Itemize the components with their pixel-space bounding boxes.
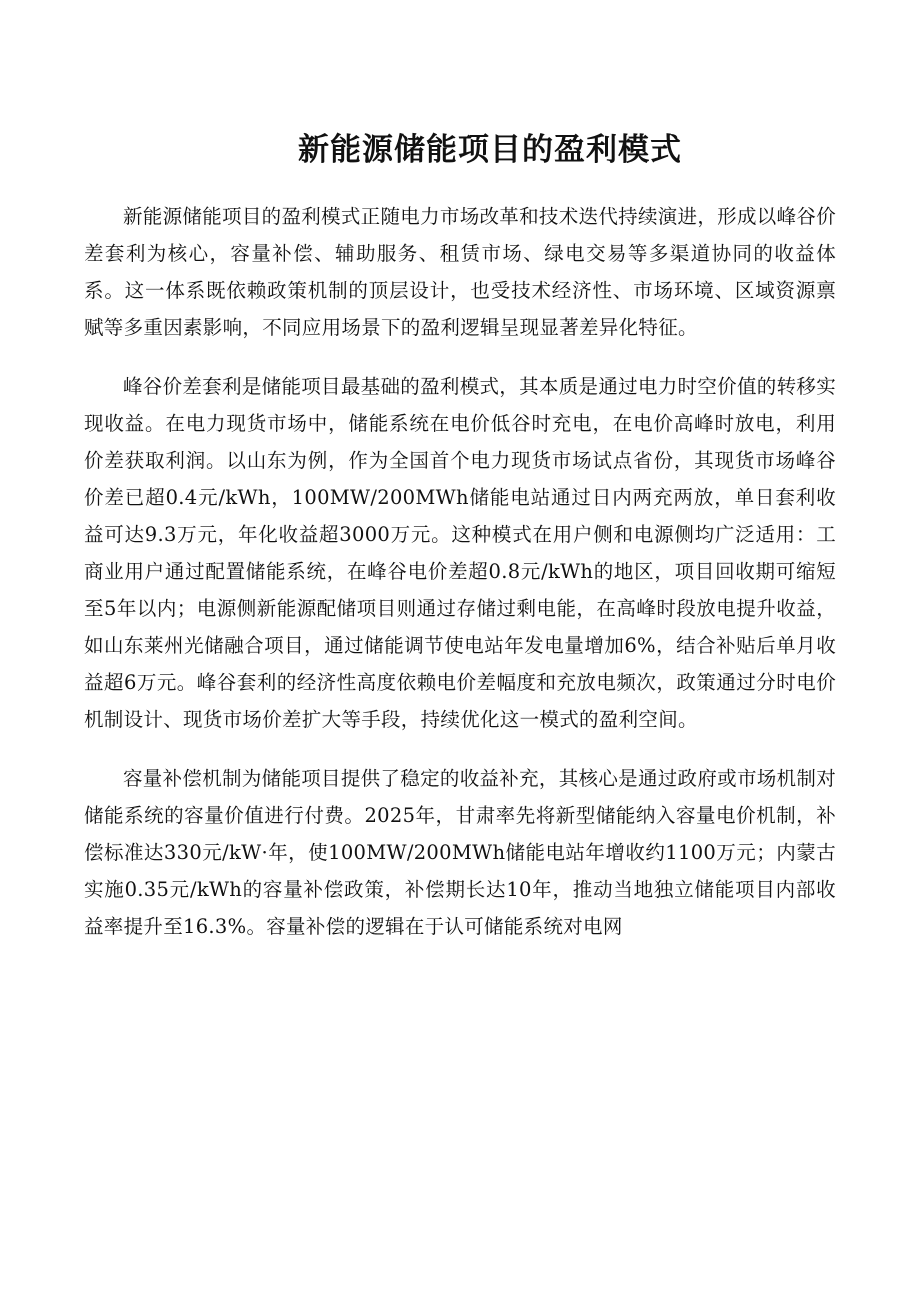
paragraph-capacity-compensation: 容量补偿机制为储能项目提供了稳定的收益补充，其核心是通过政府或市场机制对储能系统的容量价值进行付费。2025年，甘肃率先将新型储能纳入容量电价机制，补偿标准达330元/kW·年，使100MW/200MWh储能电站年增收约1100万元；内蒙古实施0.35元/kWh的容量补偿政策，补偿期长达10年，推动当地独立储能项目内部收益率提升至16.3%。容量补偿的逻辑在于认可储能系统对电网 — [84, 767, 836, 938]
paragraph-peak-valley-arbitrage: 峰谷价差套利是储能项目最基础的盈利模式，其本质是通过电力时空价值的转移实现收益。在电力现货市场中，储能系统在电价低谷时充电，在电价高峰时放电，利用价差获取利润。以山东为例，作为全国首个电力现货市场试点省份，其现货市场峰谷价差已超0.4元/kWh，100MW/200MWh储能电站通过日内两充两放，单日套利收益可达9.3万元，年化收益超3000万元。这种模式在用户侧和电源侧均广泛适用：工商业用户通过配置储能系统，在峰谷电价差超0.8元/kWh的地区，项目回收期可缩短至5年以内；电源侧新能源配储项目则通过存储过剩电能，在高峰时段放电提升收益，如山东莱州光储融合项目，通过储能调节使电站年发电量增加6%，结合补贴后单月收益超6万元。峰谷套利的经济性高度依赖电价差幅度和充放电频次，政策通过分时电价机制设计、现货市场价差扩大等手段，持续优化这一模式的盈利空间。 — [84, 375, 836, 731]
document-title: 新能源储能项目的盈利模式 — [298, 132, 682, 168]
paragraph-intro: 新能源储能项目的盈利模式正随电力市场改革和技术迭代持续演进，形成以峰谷价差套利为核心，容量补偿、辅助服务、租赁市场、绿电交易等多渠道协同的收益体系。这一体系既依赖政策机制的顶层设计，也受技术经济性、市场环境、区域资源禀赋等多重因素影响，不同应用场景下的盈利逻辑呈现显著差异化特征。 — [84, 205, 836, 339]
